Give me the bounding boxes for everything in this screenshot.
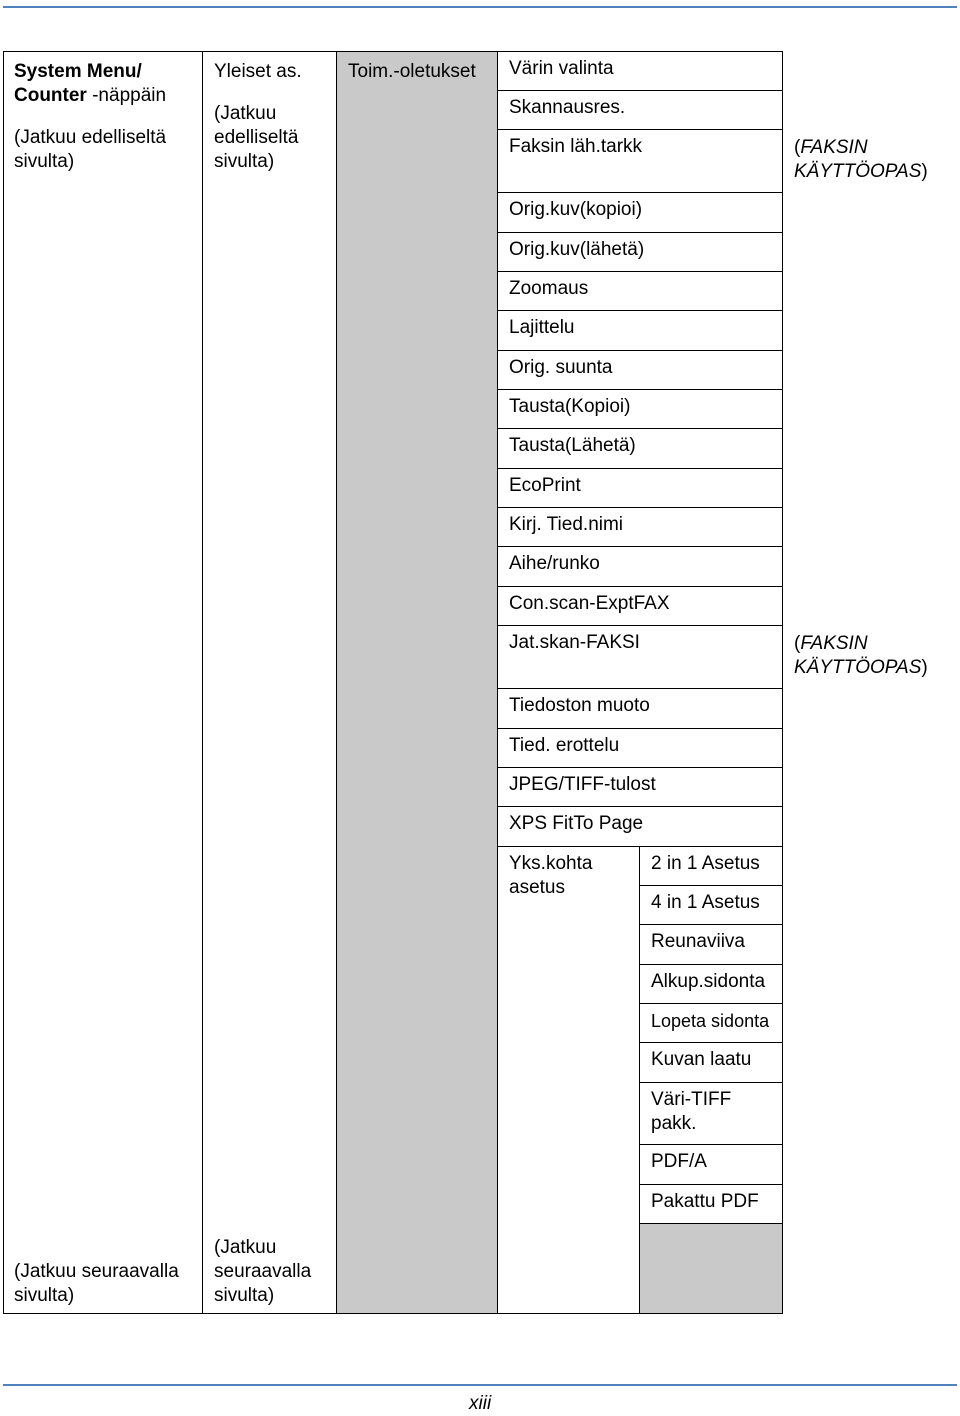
- reference-faksin-kayttoopas-2: [794, 632, 928, 680]
- reference-name: FAKSIN KÄYTTÖOPAS: [794, 137, 922, 182]
- yleiset-title: Yleiset as.: [214, 61, 302, 82]
- menu-column-system-menu: [3, 51, 203, 1314]
- reference-open-paren: (: [794, 137, 801, 158]
- reference-close-paren: ): [921, 657, 928, 678]
- menu-item-xps-fitto-page: XPS FitTo Page: [497, 806, 783, 847]
- col1-continued-to: (Jatkuu seuraavalla sivulta): [14, 1261, 179, 1306]
- col1-continued-from: (Jatkuu edelliseltä sivulta): [14, 127, 167, 172]
- menu-item-orig-kuv-laheta: Orig.kuv(lähetä): [497, 232, 783, 272]
- menu-item-zoomaus: Zoomaus: [497, 271, 783, 311]
- menu-item-ecoprint: EcoPrint: [497, 468, 783, 508]
- menu-item-aihe-runko: Aihe/runko: [497, 546, 783, 587]
- menu-column-toim-oletukset: [336, 51, 498, 1314]
- footer-rule: [3, 1384, 957, 1386]
- menu-item-skannausres: Skannausres.: [497, 90, 783, 130]
- menu-item-tiedoston-muoto: Tiedoston muoto: [497, 688, 783, 729]
- header-rule: [3, 6, 957, 8]
- reference-faksin-kayttoopas-1: [794, 136, 928, 184]
- submenu-item-vari-tiff-pakk: Väri-TIFF pakk.: [639, 1082, 783, 1145]
- menu-item-orig-kuv-kopioi: Orig.kuv(kopioi): [497, 192, 783, 233]
- menu-item-tied-erottelu: Tied. erottelu: [497, 728, 783, 768]
- menu-item-yks-kohta-asetus: Yks.kohta asetus: [497, 846, 783, 1314]
- menu-item-tausta-laheta: Tausta(Lähetä): [497, 428, 783, 469]
- system-menu-title: [14, 60, 166, 108]
- system-menu-title-suffix: -näppäin: [86, 85, 167, 106]
- system-menu-title-bold: System Menu/ Counter: [14, 61, 142, 106]
- menu-item-jat-skan-faksi: Jat.skan-FAKSI: [497, 625, 783, 689]
- submenu-item-pakattu-pdf: Pakattu PDF: [639, 1184, 783, 1224]
- col2-continued-from: (Jatkuu edelliseltä sivulta): [214, 103, 299, 172]
- menu-item-jpeg-tiff-tulost: JPEG/TIFF-tulost: [497, 767, 783, 807]
- menu-item-kirj-tied-nimi: Kirj. Tied.nimi: [497, 507, 783, 547]
- submenu-item-4in1: 4 in 1 Asetus: [639, 885, 783, 925]
- submenu-item-2in1: 2 in 1 Asetus: [639, 846, 783, 886]
- menu-column-yleiset: [202, 51, 337, 1314]
- toim-oletukset-title: Toim.-oletukset: [348, 61, 476, 82]
- col2-continued-to: (Jatkuu seuraavalla sivulta): [214, 1237, 312, 1306]
- menu-item-tausta-kopioi: Tausta(Kopioi): [497, 389, 783, 429]
- submenu-item-lopeta-sidonta: Lopeta sidonta: [639, 1003, 783, 1043]
- menu-item-con-scan-exptfax: Con.scan-ExptFAX: [497, 586, 783, 626]
- submenu-item-alkup-sidonta: Alkup.sidonta: [639, 964, 783, 1004]
- reference-open-paren: (: [794, 633, 801, 654]
- submenu-item-kuvan-laatu: Kuvan laatu: [639, 1042, 783, 1083]
- menu-item-varin-valinta: Värin valinta: [497, 51, 783, 91]
- menu-item-orig-suunta: Orig. suunta: [497, 350, 783, 390]
- submenu-item-pdf-a: PDF/A: [639, 1144, 783, 1185]
- menu-item-lajittelu: Lajittelu: [497, 310, 783, 351]
- menu-item-faksin-lah-tarkk: Faksin läh.tarkk: [497, 129, 783, 193]
- reference-close-paren: ): [921, 161, 928, 182]
- reference-name: FAKSIN KÄYTTÖOPAS: [794, 633, 922, 678]
- submenu-item-reunaviiva: Reunaviiva: [639, 924, 783, 965]
- page-number: xiii: [469, 1393, 492, 1414]
